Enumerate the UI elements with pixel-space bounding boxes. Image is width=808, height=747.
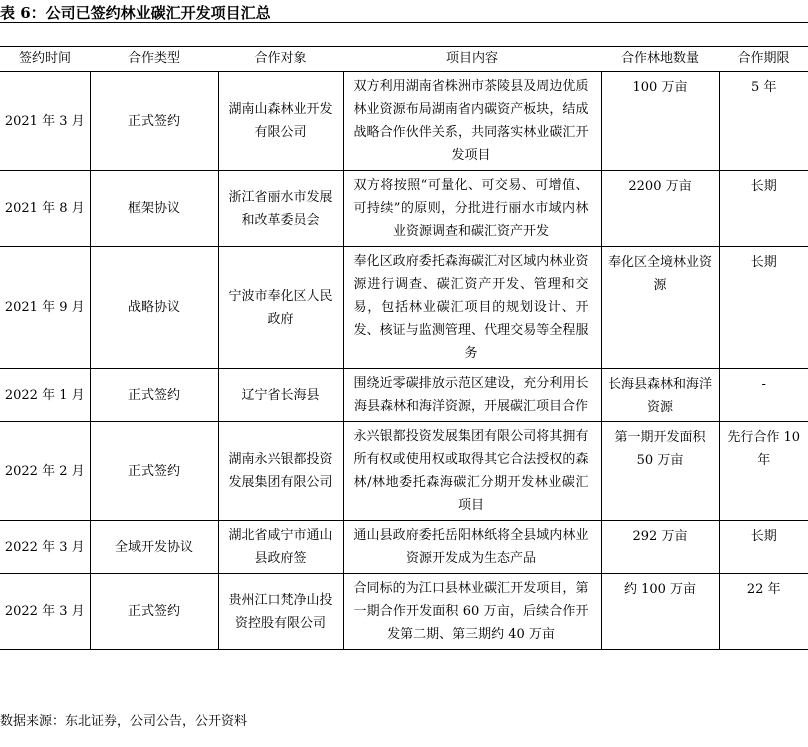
cell-time: 2022 年 1 月 bbox=[0, 369, 90, 422]
cell-partner: 湖北省咸宁市通山县政府签 bbox=[218, 521, 343, 574]
projects-table bbox=[0, 46, 808, 650]
table-row bbox=[0, 171, 808, 247]
cell-time: 2022 年 3 月 bbox=[0, 521, 90, 574]
cell-type: 正式签约 bbox=[90, 72, 218, 171]
cell-partner: 湖南永兴银都投资发展集团有限公司 bbox=[218, 422, 343, 521]
header-content: 项目内容 bbox=[343, 47, 601, 72]
table-row bbox=[0, 247, 808, 369]
cell-area: 292 万亩 bbox=[601, 521, 719, 574]
cell-type: 战略协议 bbox=[90, 247, 218, 369]
cell-area: 奉化区全境林业资源 bbox=[601, 247, 719, 369]
cell-content: 永兴银都投资发展集团有限公司将其拥有所有权或使用权或取得其它合法授权的森林/林地委托森海碳汇分期开发林业碳汇项目 bbox=[343, 422, 601, 521]
header-term: 合作期限 bbox=[719, 47, 808, 72]
cell-partner: 辽宁省长海县 bbox=[218, 369, 343, 422]
cell-time: 2022 年 2 月 bbox=[0, 422, 90, 521]
data-source-note: 数据来源：东北证券，公司公告，公开资料 bbox=[0, 714, 248, 729]
cell-area: 100 万亩 bbox=[601, 72, 719, 171]
title-rule bbox=[0, 22, 808, 23]
cell-content: 合同标的为江口县林业碳汇开发项目，第一期合作开发面积 60 万亩，后续合作开发第二期、第三期约 40 万亩 bbox=[343, 574, 601, 650]
cell-type: 正式签约 bbox=[90, 574, 218, 650]
cell-time: 2021 年 9 月 bbox=[0, 247, 90, 369]
cell-content: 奉化区政府委托森海碳汇对区域内林业资源进行调查、碳汇资产开发、管理和交易，包括林业碳汇项目的规划设计、开发、核证与监测管理、代理交易等全程服务 bbox=[343, 247, 601, 369]
cell-term: 长期 bbox=[719, 171, 808, 247]
cell-area: 约 100 万亩 bbox=[601, 574, 719, 650]
cell-type: 框架协议 bbox=[90, 171, 218, 247]
table-header-row bbox=[0, 47, 808, 72]
cell-partner: 贵州江口梵净山投资控股有限公司 bbox=[218, 574, 343, 650]
header-sign-time: 签约时间 bbox=[0, 47, 90, 72]
cell-content: 围绕近零碳排放示范区建设，充分利用长海县森林和海洋资源，开展碳汇项目合作 bbox=[343, 369, 601, 422]
cell-content: 双方将按照“可量化、可交易、可增值、可持续”的原则，分批进行丽水市域内林业资源调查和碳汇资产开发 bbox=[343, 171, 601, 247]
cell-area: 长海县森林和海洋资源 bbox=[601, 369, 719, 422]
header-coop-type: 合作类型 bbox=[90, 47, 218, 72]
cell-type: 正式签约 bbox=[90, 422, 218, 521]
cell-partner: 湖南山森林业开发有限公司 bbox=[218, 72, 343, 171]
table-row bbox=[0, 574, 808, 650]
cell-time: 2021 年 3 月 bbox=[0, 72, 90, 171]
cell-type: 正式签约 bbox=[90, 369, 218, 422]
header-area: 合作林地数量 bbox=[601, 47, 719, 72]
table-row bbox=[0, 422, 808, 521]
cell-area: 2200 万亩 bbox=[601, 171, 719, 247]
table-row bbox=[0, 72, 808, 171]
cell-partner: 宁波市奉化区人民政府 bbox=[218, 247, 343, 369]
cell-partner: 浙江省丽水市发展和改革委员会 bbox=[218, 171, 343, 247]
cell-area: 第一期开发面积 50 万亩 bbox=[601, 422, 719, 521]
cell-time: 2022 年 3 月 bbox=[0, 574, 90, 650]
table-row bbox=[0, 521, 808, 574]
cell-content: 双方利用湖南省株洲市茶陵县及周边优质林业资源布局湖南省内碳资产板块，结成战略合作伙伴关系，共同落实林业碳汇开发项目 bbox=[343, 72, 601, 171]
cell-term: 5 年 bbox=[719, 72, 808, 171]
cell-time: 2021 年 8 月 bbox=[0, 171, 90, 247]
header-partner: 合作对象 bbox=[218, 47, 343, 72]
table-row bbox=[0, 369, 808, 422]
cell-type: 全域开发协议 bbox=[90, 521, 218, 574]
cell-term: 长期 bbox=[719, 521, 808, 574]
cell-content: 通山县政府委托岳阳林纸将全县域内林业资源开发成为生态产品 bbox=[343, 521, 601, 574]
cell-term: 22 年 bbox=[719, 574, 808, 650]
cell-term: 长期 bbox=[719, 247, 808, 369]
cell-term: - bbox=[719, 369, 808, 422]
cell-term: 先行合作 10 年 bbox=[719, 422, 808, 521]
table-title: 表 6：公司已签约林业碳汇开发项目汇总 bbox=[0, 4, 271, 22]
